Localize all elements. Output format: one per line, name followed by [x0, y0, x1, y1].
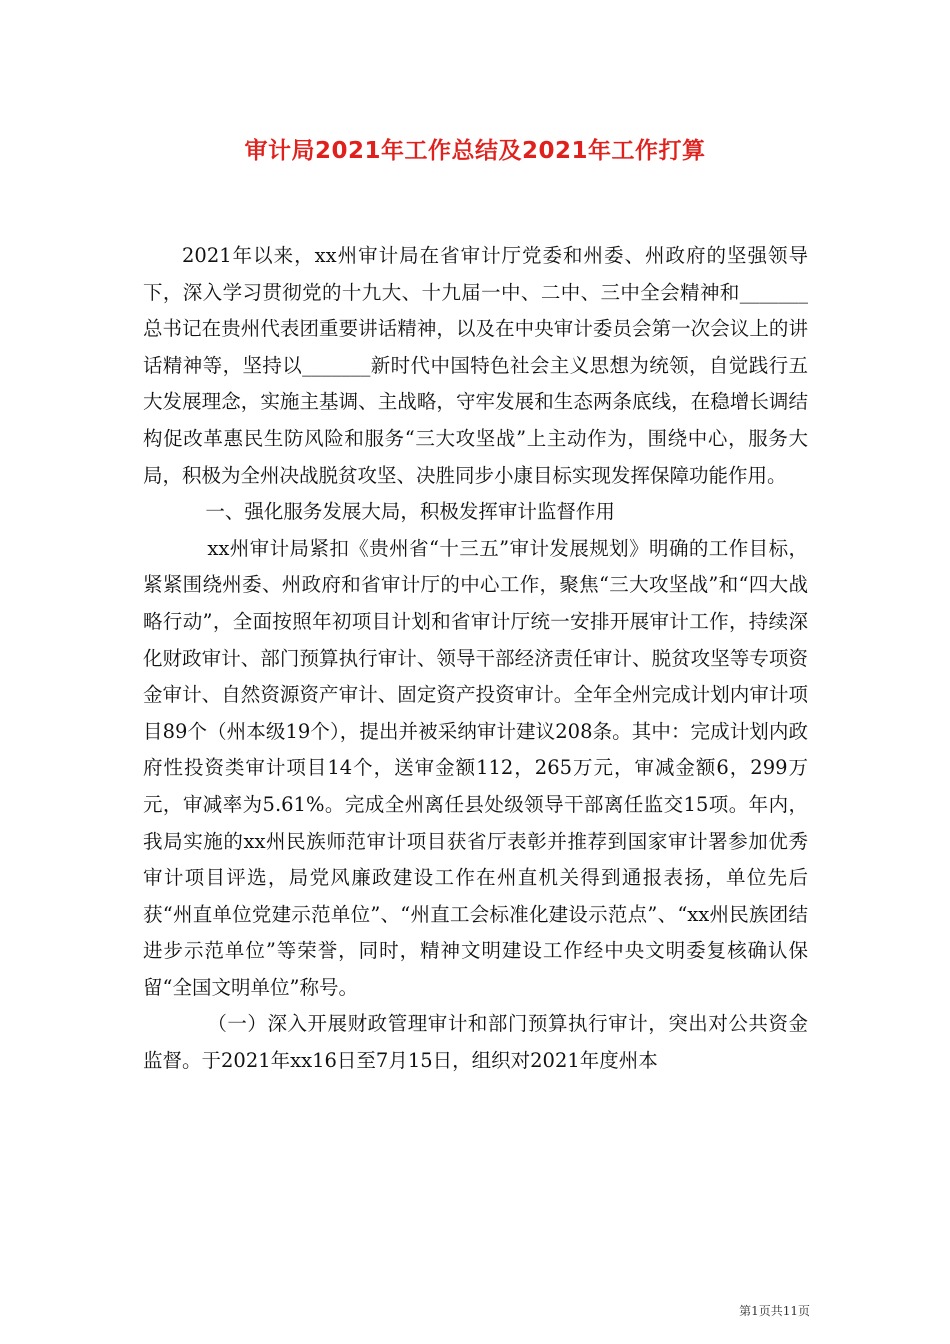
- document-body: [143, 238, 808, 1080]
- section-paragraph: xx州审计局紧扣《贵州省“十三五”审计发展规划》明确的工作目标，紧紧围绕州委、州政府和省审计厅的中心工作，聚焦“三大攻坚战”和“四大战略行动”，全面按照年初项目计划和省审计厅统一安排开展审计工作，持续深化财政审计、部门预算执行审计、领导干部经济责任审计、脱贫攻坚等专项资金审计、自然资源资产审计、固定资产投资审计。全年全州完成计划内审计项目89个（州本级19个），提出并被采纳审计建议208条。其中：完成计划内政府性投资类审计项目14个，送审金额112，265万元，审减金额6，299万元，审减率为5.61%。完成全州离任县处级领导干部离任监交15项。年内，我局实施的xx州民族师范审计项目获省厅表彰并推荐到国家审计署参加优秀审计项目评选，局党风廉政建设工作在州直机关得到通报表扬，单位先后获“州直单位党建示范单位”、“州直工会标准化建设示范点”、“xx州民族团结进步示范单位”等荣誉，同时，精神文明建设工作经中央文明委复核确认保留“全国文明单位”称号。: [143, 536, 808, 999]
- document-title: 审计局2021年工作总结及2021年工作打算: [244, 138, 706, 164]
- page-number: 第1页共11页: [739, 1304, 810, 1318]
- subsection-paragraph: （一）深入开展财政管理审计和部门预算执行审计，突出对公共资金监督。于2021年xx16日至7月15日，组织对2021年度州本: [143, 1012, 808, 1073]
- intro-paragraph: 2021年以来，xx州审计局在省审计厅党委和州委、州政府的坚强领导下，深入学习贯彻党的十九大、十九届一中、二中、三中全会精神和_______总书记在贵州代表团重要讲话精神，以及在中央审计委员会第一次会议上的讲话精神等，坚持以_______新时代中国特色社会主义思想为统领，自觉践行五大发展理念，实施主基调、主战略，守牢发展和生态两条底线，在稳增长调结构促改革惠民生防风险和服务“三大攻坚战”上主动作为，围绕中心，服务大局，积极为全州决战脱贫攻坚、决胜同步小康目标实现发挥保障功能作用。: [143, 244, 808, 487]
- section-heading: 一、强化服务发展大局，积极发挥审计监督作用: [205, 500, 615, 524]
